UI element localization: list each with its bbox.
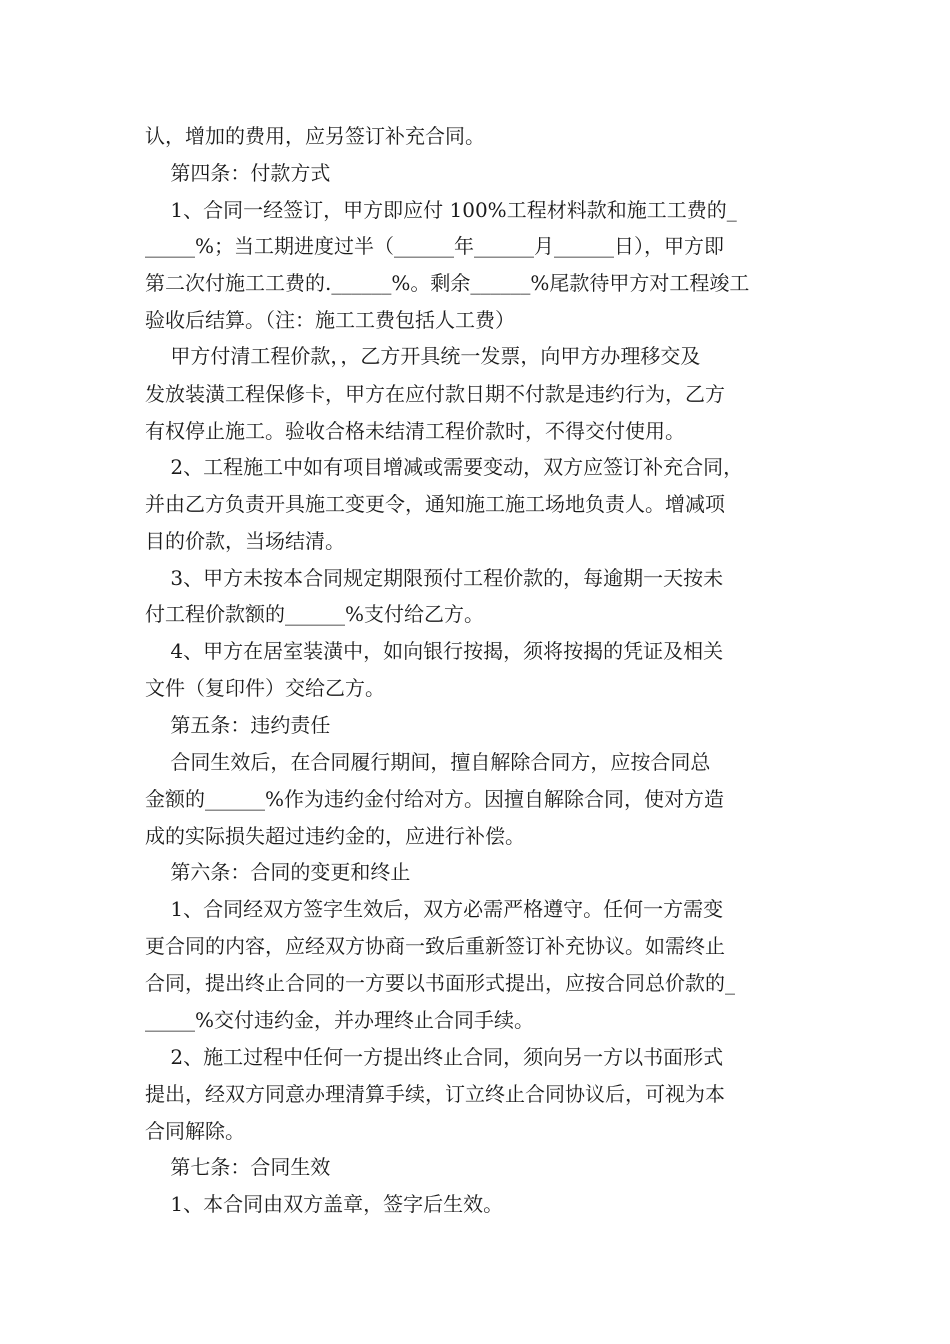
text-line: 2、工程施工中如有项目增减或需要变动，双方应签订补充合同， bbox=[145, 455, 744, 479]
text-line: 1、本合同由双方盖章，签字后生效。 bbox=[145, 1192, 504, 1216]
text-line: 并由乙方负责开具施工变更令，通知施工施工场地负责人。增减项 bbox=[145, 492, 725, 516]
text-line: 目的价款，当场结清。 bbox=[145, 529, 345, 553]
text-line: 提出，经双方同意办理清算手续，订立终止合同协议后，可视为本 bbox=[145, 1082, 725, 1106]
text-line: 付工程价款额的______%支付给乙方。 bbox=[145, 602, 485, 626]
text-line: 认，增加的费用，应另签订补充合同。 bbox=[145, 124, 485, 148]
text-line: 甲方付清工程价款，，乙方开具统一发票，向甲方办理移交及 bbox=[145, 344, 701, 368]
section-heading: 第七条：合同生效 bbox=[145, 1155, 331, 1179]
text-line: 3、甲方未按本合同规定期限预付工程价款的，每逾期一天按未 bbox=[145, 566, 724, 590]
text-line: 4、甲方在居室装潢中，如向银行按揭，须将按揭的凭证及相关 bbox=[145, 639, 724, 663]
text-line: 发放装潢工程保修卡，甲方在应付款日期不付款是违约行为，乙方 bbox=[145, 382, 725, 406]
text-line: 第二次付施工工费的.______%。剩余______%尾款待甲方对工程竣工 bbox=[145, 271, 750, 295]
text-line: 金额的______%作为违约金付给对方。因擅自解除合同，使对方造 bbox=[145, 787, 725, 811]
text-line: 2、施工过程中任何一方提出终止合同，须向另一方以书面形式 bbox=[145, 1045, 724, 1069]
section-heading: 第五条：违约责任 bbox=[145, 713, 331, 737]
text-line: 成的实际损失超过违约金的，应进行补偿。 bbox=[145, 824, 525, 848]
section-heading: 第六条：合同的变更和终止 bbox=[145, 860, 411, 884]
text-line: 1、合同经双方签字生效后，双方必需严格遵守。任何一方需变 bbox=[145, 897, 724, 921]
text-line: 验收后结算。（注：施工工费包括人工费） bbox=[145, 308, 515, 332]
text-line: 合同生效后，在合同履行期间，擅自解除合同方，应按合同总 bbox=[145, 750, 711, 774]
text-line: 1、合同一经签订，甲方即应付 100%工程材料款和施工工费的_ bbox=[145, 198, 737, 222]
text-line: 文件（复印件）交给乙方。 bbox=[145, 676, 385, 700]
section-heading: 第四条：付款方式 bbox=[145, 161, 331, 185]
text-line: _____%交付违约金，并办理终止合同手续。 bbox=[145, 1008, 535, 1032]
text-line: 合同，提出终止合同的一方要以书面形式提出，应按合同总价款的_ bbox=[145, 971, 735, 995]
text-line: 有权停止施工。验收合格未结清工程价款时，不得交付使用。 bbox=[145, 419, 685, 443]
text-line: 更合同的内容，应经双方协商一致后重新签订补充协议。如需终止 bbox=[145, 934, 725, 958]
text-line: 合同解除。 bbox=[145, 1119, 245, 1143]
text-line: _____%；当工期进度过半（______年______月______日），甲方即 bbox=[145, 234, 725, 258]
